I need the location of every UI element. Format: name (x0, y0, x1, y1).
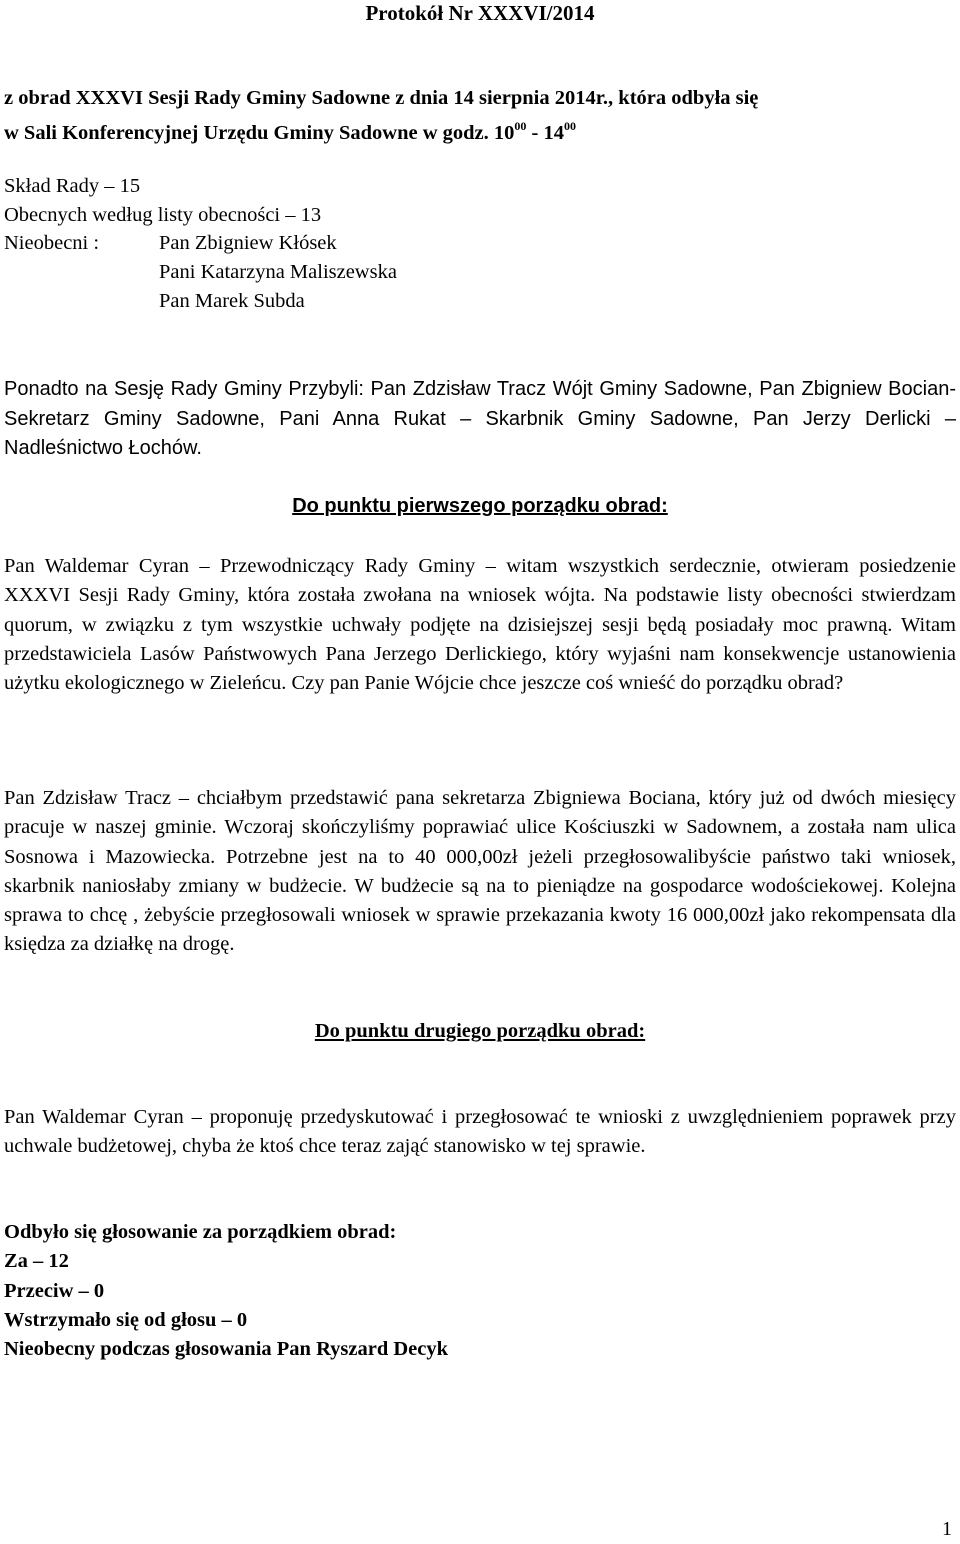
intro-line-2: w Sali Konferencyjnej Urzędu Gminy Sadowne w godz. $10^{00} - 14^{00}$ (4, 119, 576, 144)
absent-names (159, 229, 397, 315)
section-1-paragraph-1: Pan Waldemar Cyran – Przewodniczący Rady Gminy – witam wszystkich serdecznie, otwieram posiedzenie XXXVI Sesji Rady Gminy, która została zwołana na wniosek wójta. Na podstawie listy obecności stwierdzam quorum, w związku z tym wszystkie uchwały podjęte na dzisiejszej sesji będą posiadały moc prawną. Witam przedstawiciela Lasów Państwowych Pana Jerzego Derlickiego, który wyjaśni nam konsekwencje ustanowienia użytku ekologicznego w Zieleńcu. Czy pan Panie Wójcie chce jeszcze coś wnieść do porządku obrad? (4, 555, 956, 695)
document-title: Protokół Nr XXXVI/2014 (365, 1, 595, 25)
section-1-heading: Do punktu pierwszego porządku obrad: (292, 495, 668, 517)
council-present: Obecnych według listy obecności – 13 (4, 203, 322, 226)
absent-list (4, 229, 397, 315)
vote-for: Za – 12 (4, 1250, 69, 1273)
absent-member: Pani Katarzyna Maliszewska (159, 261, 397, 284)
council-size: Skład Rady – 15 (4, 175, 141, 197)
vote-results (4, 1218, 448, 1364)
council-composition (4, 172, 397, 316)
attendees-paragraph: Ponadto na Sesję Rady Gminy Przybyli: Pan Zdzisław Tracz Wójt Gminy Sadowne, Pan Zbigniew Bocian- Sekretarz Gminy Sadowne, Pani Anna Rukat – Skarbnik Gminy Sadowne, Pan Jerzy Derlicki – Nadleśnictwo Łochów. (4, 378, 956, 459)
intro-line-1: z obrad XXXVI Sesji Rady Gminy Sadowne z dnia 14 sierpnia 2014r., która odbyła się (4, 87, 759, 109)
vote-heading: Odbyło się głosowanie za porządkiem obrad: (4, 1221, 397, 1243)
absent-member: Pan Marek Subda (159, 289, 305, 312)
vote-absent: Nieobecny podczas głosowania Pan Ryszard Decyk (4, 1338, 449, 1361)
vote-abstain: Wstrzymało się od głosu – 0 (4, 1308, 248, 1331)
vote-against: Przeciw – 0 (4, 1279, 105, 1302)
section-2-paragraph-1: Pan Waldemar Cyran – proponuję przedyskutować i przegłosować te wnioski z uwzględnieniem poprawek przy uchwale budżetowej, chyba że ktoś chce teraz zająć stanowisko w tej sprawie. (4, 1106, 956, 1158)
session-intro (4, 84, 956, 147)
absent-label: Nieobecni : (4, 232, 100, 255)
page-number: 1 (942, 1518, 952, 1540)
section-2-heading: Do punktu drugiego porządku obrad: (314, 1020, 646, 1042)
absent-member: Pan Zbigniew Kłósek (159, 232, 337, 255)
section-1-paragraph-2: Pan Zdzisław Tracz – chciałbym przedstawić pana sekretarza Zbigniewa Bociana, który już od dwóch miesięcy pracuje w naszej gminie. Wczoraj skończyliśmy poprawiać ulice Kościuszki w Sadownem, a została nam ulica Sosnowa i Mazowiecka. Potrzebne jest na to 40 000,00zł jeżeli przegłosowalibyście państwo taki wniosek, skarbnik naniosłaby zmiany w budżecie. W budżecie są na to pieniądze na gospodarce wodościekowej. Kolejna sprawa to chcę , żebyście przegłosowali wniosek w sprawie przekazania kwoty 16 000,00zł jako rekompensata dla księdza za działkę na drogę. (4, 787, 956, 956)
